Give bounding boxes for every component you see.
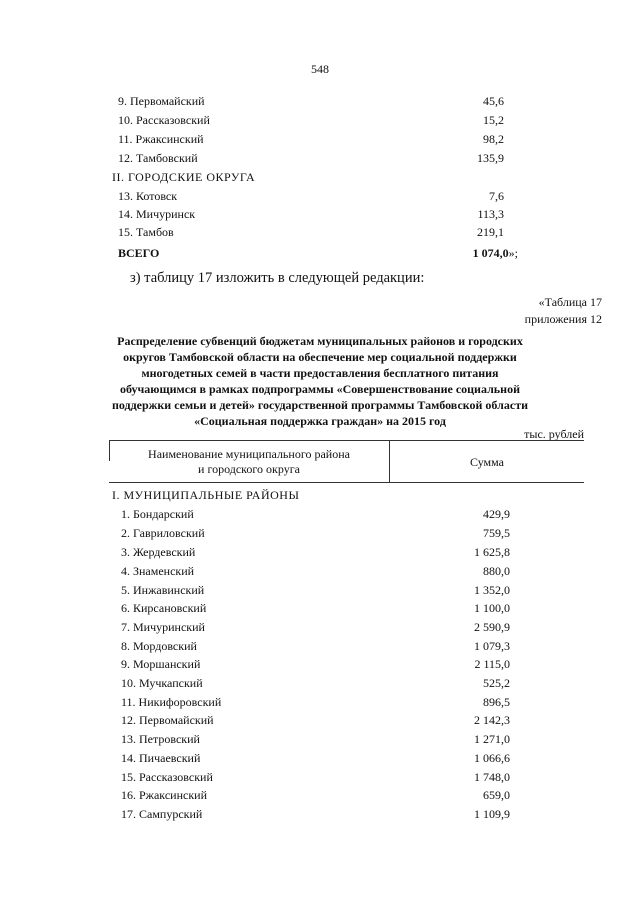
row-value: 98,2 [483,132,504,146]
row-name: 3. Жердевский [121,545,196,559]
row-name: 8. Мордовский [121,639,197,653]
header-sum-column: Сумма [470,455,504,469]
row-name: 16. Ржаксинский [121,788,207,802]
row-value: 113,3 [477,207,504,221]
row-value: 896,5 [483,695,510,709]
row-value: 429,9 [483,507,510,521]
table-row [0,189,640,205]
row-value: 15,2 [483,113,504,127]
row-value: 135,9 [477,151,504,165]
units-label: тыс. рублей [524,427,584,441]
row-value: 1 109,9 [474,807,510,821]
row-name: 14. Мичуринск [118,207,196,221]
row-value: 1 625,8 [474,545,510,559]
row-value: 2 590,9 [474,620,510,634]
row-name: 1. Бондарский [121,507,194,521]
row-name: 13. Котовск [118,189,178,203]
row-name: 12. Тамбовский [118,151,198,165]
row-name: 17. Сампурский [121,807,203,821]
row-value: 1 271,0 [474,732,510,746]
table-row [0,657,640,675]
table-row [0,583,640,601]
table-row [0,620,640,638]
row-name: 13. Петровский [121,732,200,746]
section-heading: I. МУНИЦИПАЛЬНЫЕ РАЙОНЫ [112,488,300,502]
table-row [0,94,640,110]
row-name: 9. Первомайский [118,94,205,108]
table-row [0,225,640,241]
total-row [0,246,640,262]
table-row [0,751,640,769]
row-value: 1 748,0 [474,770,510,784]
title-line: округов Тамбовской области на обеспечение мер социальной поддержки [123,350,517,364]
row-name: 5. Инжавинский [121,583,205,597]
amendment-paragraph: з) таблицу 17 изложить в следующей редакции: [130,270,425,286]
table-ref-line: «Таблица 17 [538,295,602,309]
row-name: 10. Мучкапский [121,676,203,690]
row-value: 1 066,6 [474,751,510,765]
table-row [0,564,640,582]
table-row [0,639,640,657]
header-line: Наименование муниципального района [148,447,350,461]
table-row [0,732,640,750]
row-value: 525,2 [483,676,510,690]
table-header [109,440,584,483]
table-row [0,545,640,563]
table-row [0,676,640,694]
row-name: 11. Ржаксинский [118,132,204,146]
row-name: 12. Первомайский [121,713,214,727]
table-row [0,788,640,806]
row-name: 2. Гавриловский [121,526,205,540]
total-label: ВСЕГО [118,246,160,260]
table-row [0,601,640,619]
title-line: поддержки семьи и детей» государственной программы Тамбовской области [111,398,529,412]
table-row [0,695,640,713]
table-row [0,207,640,223]
total-value: 1 074,0»; [472,246,518,260]
table-ref-line: приложения 12 [524,312,602,326]
row-name: 10. Рассказовский [118,113,210,127]
title-line: Распределение субвенций бюджетам муниципальных районов и городских [117,334,523,348]
table-row [0,807,640,825]
row-value: 1 352,0 [474,583,510,597]
row-name: 6. Кирсановский [121,601,207,615]
row-name: 14. Пичаевский [121,751,201,765]
header-line: и городского округа [198,462,300,476]
table-row [0,151,640,167]
row-name: 9. Моршанский [121,657,201,671]
table-title [0,333,640,429]
row-value: 659,0 [483,788,510,802]
table-row [0,526,640,544]
row-name: 7. Мичуринский [121,620,205,634]
row-value: 880,0 [483,564,510,578]
title-line: многодетных семей в части предоставления бесплатного питания [141,366,499,380]
section-heading: II. ГОРОДСКИЕ ОКРУГА [112,170,256,184]
table-row [0,507,640,525]
row-value: 759,5 [483,526,510,540]
title-line: обучающимся в рамках подпрограммы «Совершенствование социальной [120,382,520,396]
row-name: 11. Никифоровский [121,695,222,709]
row-value: 2 142,3 [474,713,510,727]
table-row [0,132,640,148]
row-value: 45,6 [483,94,504,108]
table-row [0,770,640,788]
table-reference [525,294,602,328]
row-value: 1 100,0 [474,601,510,615]
row-value: 7,6 [489,189,504,203]
row-value: 2 115,0 [474,657,510,671]
row-name: 4. Знаменский [121,564,195,578]
header-name-column [109,447,389,477]
title-line: «Социальная поддержка граждан» на 2015 год [194,414,446,428]
row-name: 15. Тамбов [118,225,174,239]
row-value: 1 079,3 [474,639,510,653]
table-row [0,113,640,129]
row-value: 219,1 [477,225,504,239]
row-name: 15. Рассказовский [121,770,213,784]
page-number: 548 [311,62,329,76]
table-row [0,713,640,731]
